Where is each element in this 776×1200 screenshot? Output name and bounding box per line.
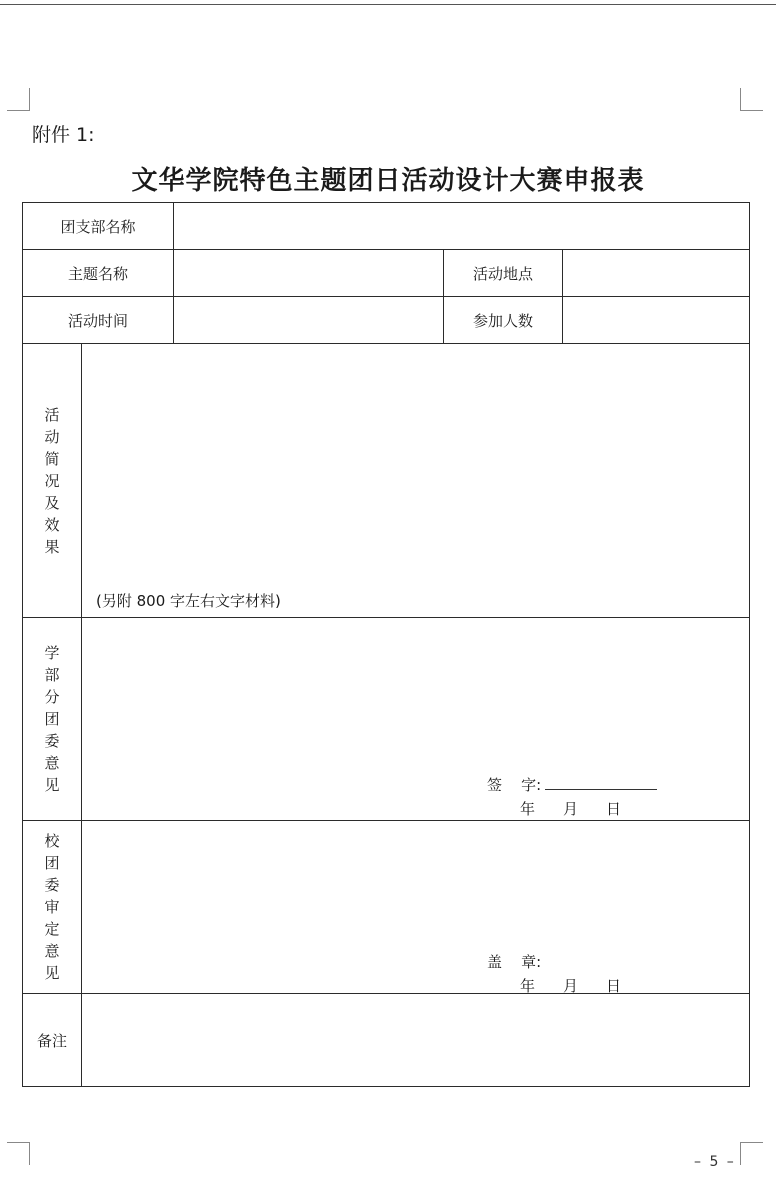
row-dept-opinion	[23, 618, 750, 821]
school-date-line	[520, 975, 649, 996]
row-theme-location	[23, 250, 750, 297]
branch-name-label: 团支部名称	[23, 203, 174, 250]
signature-label: 签 字:	[487, 776, 542, 794]
participants-field[interactable]	[563, 297, 750, 344]
time-field[interactable]	[174, 297, 444, 344]
word-count-note: (另附 800 字左右文字材料)	[96, 592, 281, 610]
row-activity-summary	[23, 344, 750, 618]
signature-line	[487, 774, 657, 795]
school-month-label: 月	[563, 977, 579, 995]
crop-mark-top-right	[740, 88, 763, 111]
branch-name-field[interactable]	[174, 203, 750, 250]
theme-name-label: 主题名称	[23, 250, 174, 297]
row-school-opinion	[23, 821, 750, 994]
time-label: 活动时间	[23, 297, 174, 344]
crop-mark-bottom-left	[7, 1142, 30, 1165]
row-branch-name	[23, 203, 750, 250]
activity-summary-field[interactable]	[82, 344, 750, 618]
school-day-label: 日	[606, 977, 622, 995]
signature-blank[interactable]	[545, 775, 657, 790]
dept-opinion-field[interactable]	[82, 618, 750, 821]
row-remarks	[23, 994, 750, 1087]
dept-month-label: 月	[563, 800, 579, 818]
page-number: – 5 –	[694, 1154, 736, 1170]
theme-name-field[interactable]	[174, 250, 444, 297]
row-time-participants	[23, 297, 750, 344]
activity-summary-label: 活 动 简 况 及 效 果	[23, 344, 82, 618]
stamp-label: 盖 章:	[487, 953, 542, 971]
participants-label: 参加人数	[444, 297, 563, 344]
dept-opinion-label: 学 部 分 团 委 意 见	[23, 618, 82, 821]
school-year-label: 年	[520, 977, 536, 995]
school-opinion-label: 校 团 委 审 定 意 见	[23, 821, 82, 994]
document-title: 文华学院特色主题团日活动设计大赛申报表	[131, 166, 645, 196]
location-field[interactable]	[563, 250, 750, 297]
remarks-label: 备注	[23, 994, 82, 1087]
attachment-label: 附件 1:	[32, 124, 95, 146]
dept-day-label: 日	[606, 800, 622, 818]
remarks-field[interactable]	[82, 994, 750, 1087]
crop-mark-bottom-right	[740, 1142, 763, 1165]
school-opinion-field[interactable]	[82, 821, 750, 994]
top-border-rule	[0, 4, 776, 5]
crop-mark-top-left	[7, 88, 30, 111]
application-form-table	[22, 202, 750, 1087]
location-label: 活动地点	[444, 250, 563, 297]
dept-year-label: 年	[520, 800, 536, 818]
dept-date-line	[520, 798, 649, 819]
